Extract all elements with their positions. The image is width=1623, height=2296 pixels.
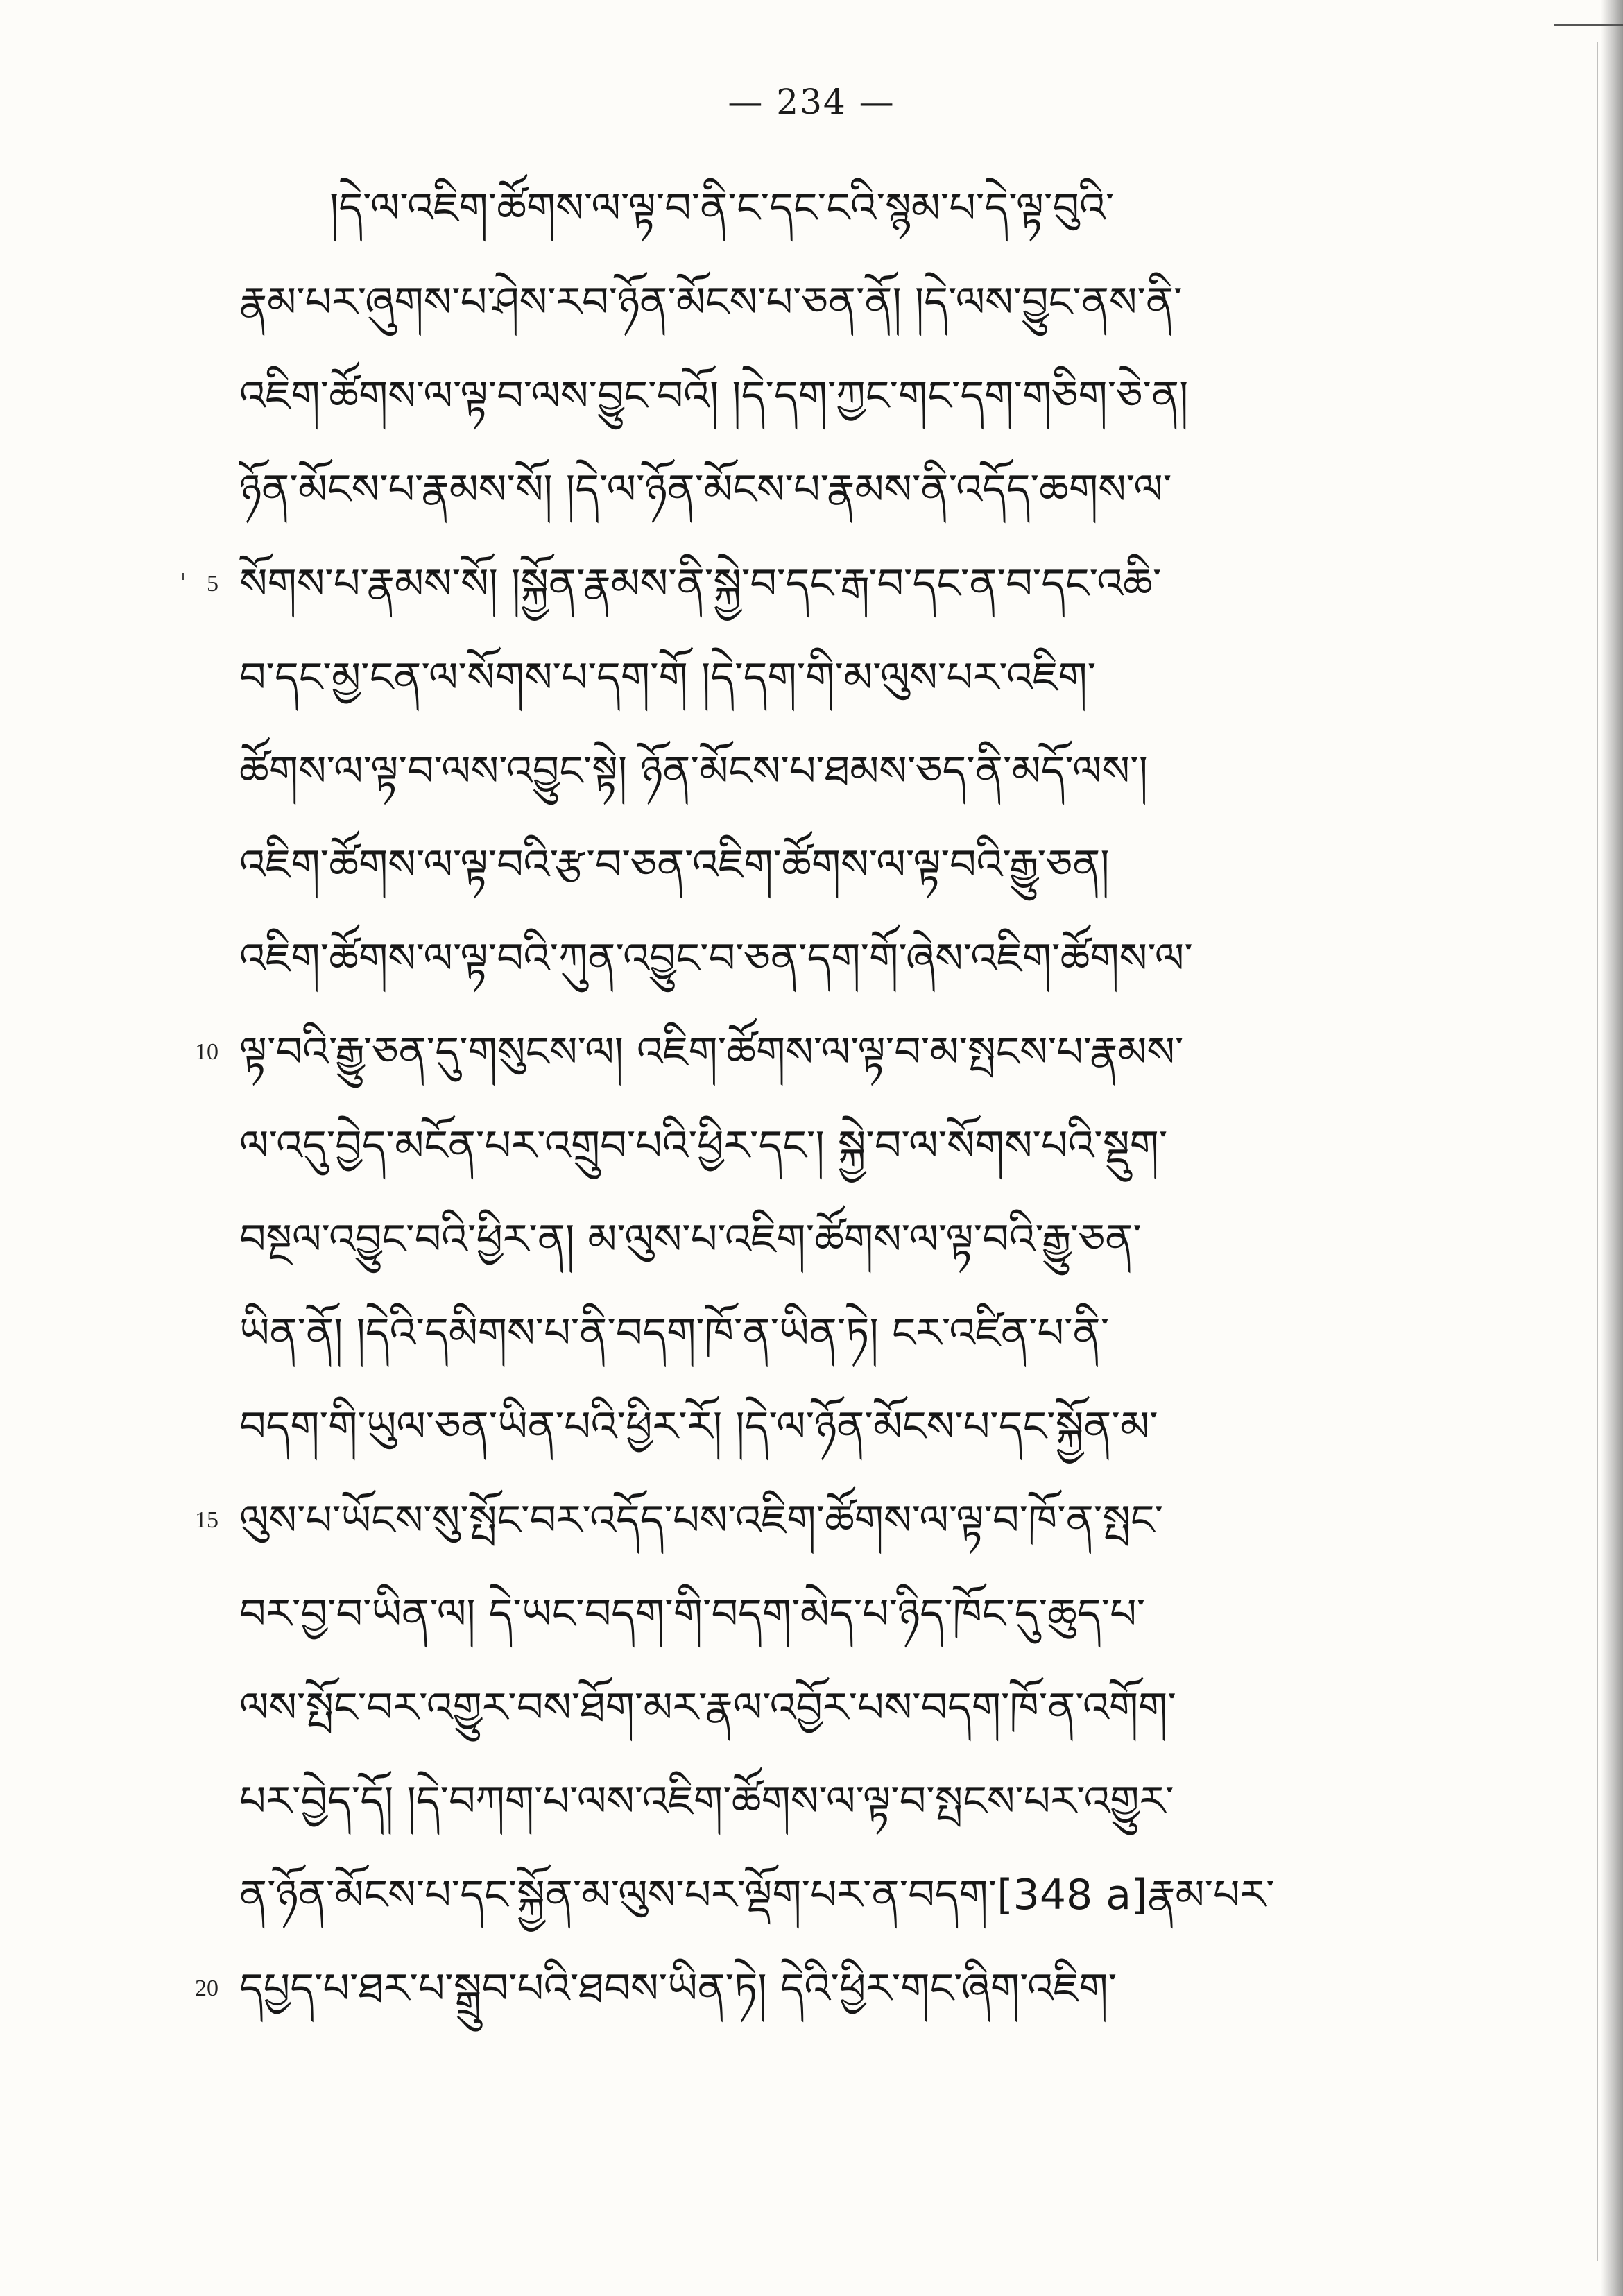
text-line: དཔྱད་པ་ཐར་པ་སྒྲུབ་པའི་ཐབས་ཡིན་ཏེ། དེའི་ཕྱིར་གང་ཞིག་འཇིག་ — [239, 1964, 1117, 2013]
text-line: ན་ཉོན་མོངས་པ་དང་སྐྱོན་མ་ལུས་པར་ལྡོག་པར་ན་བདག་[348 a]རྣམ་པར་ — [239, 1871, 1275, 1919]
text-line: བ་དང་མྱ་ངན་ལ་སོགས་པ་དག་གོ །དེ་དག་གི་མ་ལུས་པར་འཇིག་ — [239, 653, 1097, 702]
text-line: འཇིག་ཚོགས་ལ་ལྟ་བའི་ཀུན་འབྱུང་བ་ཅན་དག་གོ་ཞེས་འཇིག་ཚོགས་ལ་ — [239, 934, 1193, 983]
text-line: ལ་འདུ་བྱེད་མངོན་པར་འགྲུབ་པའི་ཕྱིར་དང་། སྐྱེ་བ་ལ་སོགས་པའི་སྡུག་ — [239, 1122, 1168, 1170]
text-line: བདག་གི་ཡུལ་ཅན་ཡིན་པའི་ཕྱིར་རོ། །དེ་ལ་ཉོན་མོངས་པ་དང་སྐྱོན་མ་ — [239, 1403, 1158, 1451]
text-line: ལས་སྤོང་བར་འགྱུར་བས་ཐོག་མར་རྣལ་འབྱོར་པས་བདག་ཁོ་ན་འགོག་ — [239, 1684, 1176, 1732]
line-number: 5 — [207, 571, 218, 597]
text-line: སོགས་པ་རྣམས་སོ། །སྐྱོན་རྣམས་ནི་སྐྱེ་བ་དང་རྒ་བ་དང་ན་བ་དང་འཆི་ — [239, 560, 1162, 608]
page-number: — 234 — — [728, 82, 895, 122]
text-line: ལུས་པ་ཡོངས་སུ་སྤོང་བར་འདོད་པས་འཇིག་ཚོགས་ལ་ལྟ་བ་ཁོ་ན་སྤང་ — [239, 1496, 1164, 1545]
text-line: ལྟ་བའི་རྒྱུ་ཅན་དུ་གསུངས་ལ། འཇིག་ཚོགས་ལ་ལྟ་བ་མ་སྤངས་པ་རྣམས་ — [239, 1028, 1184, 1077]
text-line: བར་བྱ་བ་ཡིན་ལ། དེ་ཡང་བདག་གི་བདག་མེད་པ་ཉིད་ཁོང་དུ་ཆུད་པ་ — [239, 1590, 1146, 1638]
line-number: 15 — [195, 1507, 218, 1533]
text-line: པར་བྱེད་དོ། །དེ་བཀག་པ་ལས་འཇིག་ཚོགས་ལ་ལྟ་བ་སྤངས་པར་འགྱུར་ — [239, 1777, 1174, 1826]
text-line: བསྔལ་འབྱུང་བའི་ཕྱིར་ན། མ་ལུས་པ་འཇིག་ཚོགས་ལ་ལྟ་བའི་རྒྱུ་ཅན་ — [239, 1215, 1142, 1264]
text-line: །དེ་ལ་འཇིག་ཚོགས་ལ་ལྟ་བ་ནི་ང་དང་ངའི་སྙམ་པ་དེ་ལྟ་བུའི་ — [329, 184, 1115, 232]
text-line: རྣམ་པར་ཞུགས་པ་ཤེས་རབ་ཉོན་མོངས་པ་ཅན་ནོ། །དེ་ལས་བྱུང་ནས་ནི་ — [239, 278, 1183, 327]
line-number: 20 — [195, 1976, 218, 2001]
text-line: འཇིག་ཚོགས་ལ་ལྟ་བའི་རྩ་བ་ཅན་འཇིག་ཚོགས་ལ་ལྟ་བའི་རྒྱུ་ཅན། — [239, 841, 1110, 889]
text-line: འཇིག་ཚོགས་ལ་ལྟ་བ་ལས་བྱུང་བའོ། །དེ་དག་ཀྱང་གང་དག་གཅིག་ཅེ་ན། — [239, 372, 1189, 420]
text-line: ཡིན་ནོ། །དེའི་དམིགས་པ་ནི་བདག་ཁོ་ན་ཡིན་ཏེ། ངར་འཛིན་པ་ནི་ — [239, 1309, 1110, 1357]
line-number: 10 — [195, 1039, 218, 1065]
text-line: ཚོགས་ལ་ལྟ་བ་ལས་འབྱུང་སྟེ། ཉོན་མོངས་པ་ཐམས་ཅད་ནི་མདོ་ལས་། — [239, 747, 1148, 796]
text-line: ཉོན་མོངས་པ་རྣམས་སོ། །དེ་ལ་ཉོན་མོངས་པ་རྣམས་ནི་འདོད་ཆགས་ལ་ — [239, 465, 1172, 514]
